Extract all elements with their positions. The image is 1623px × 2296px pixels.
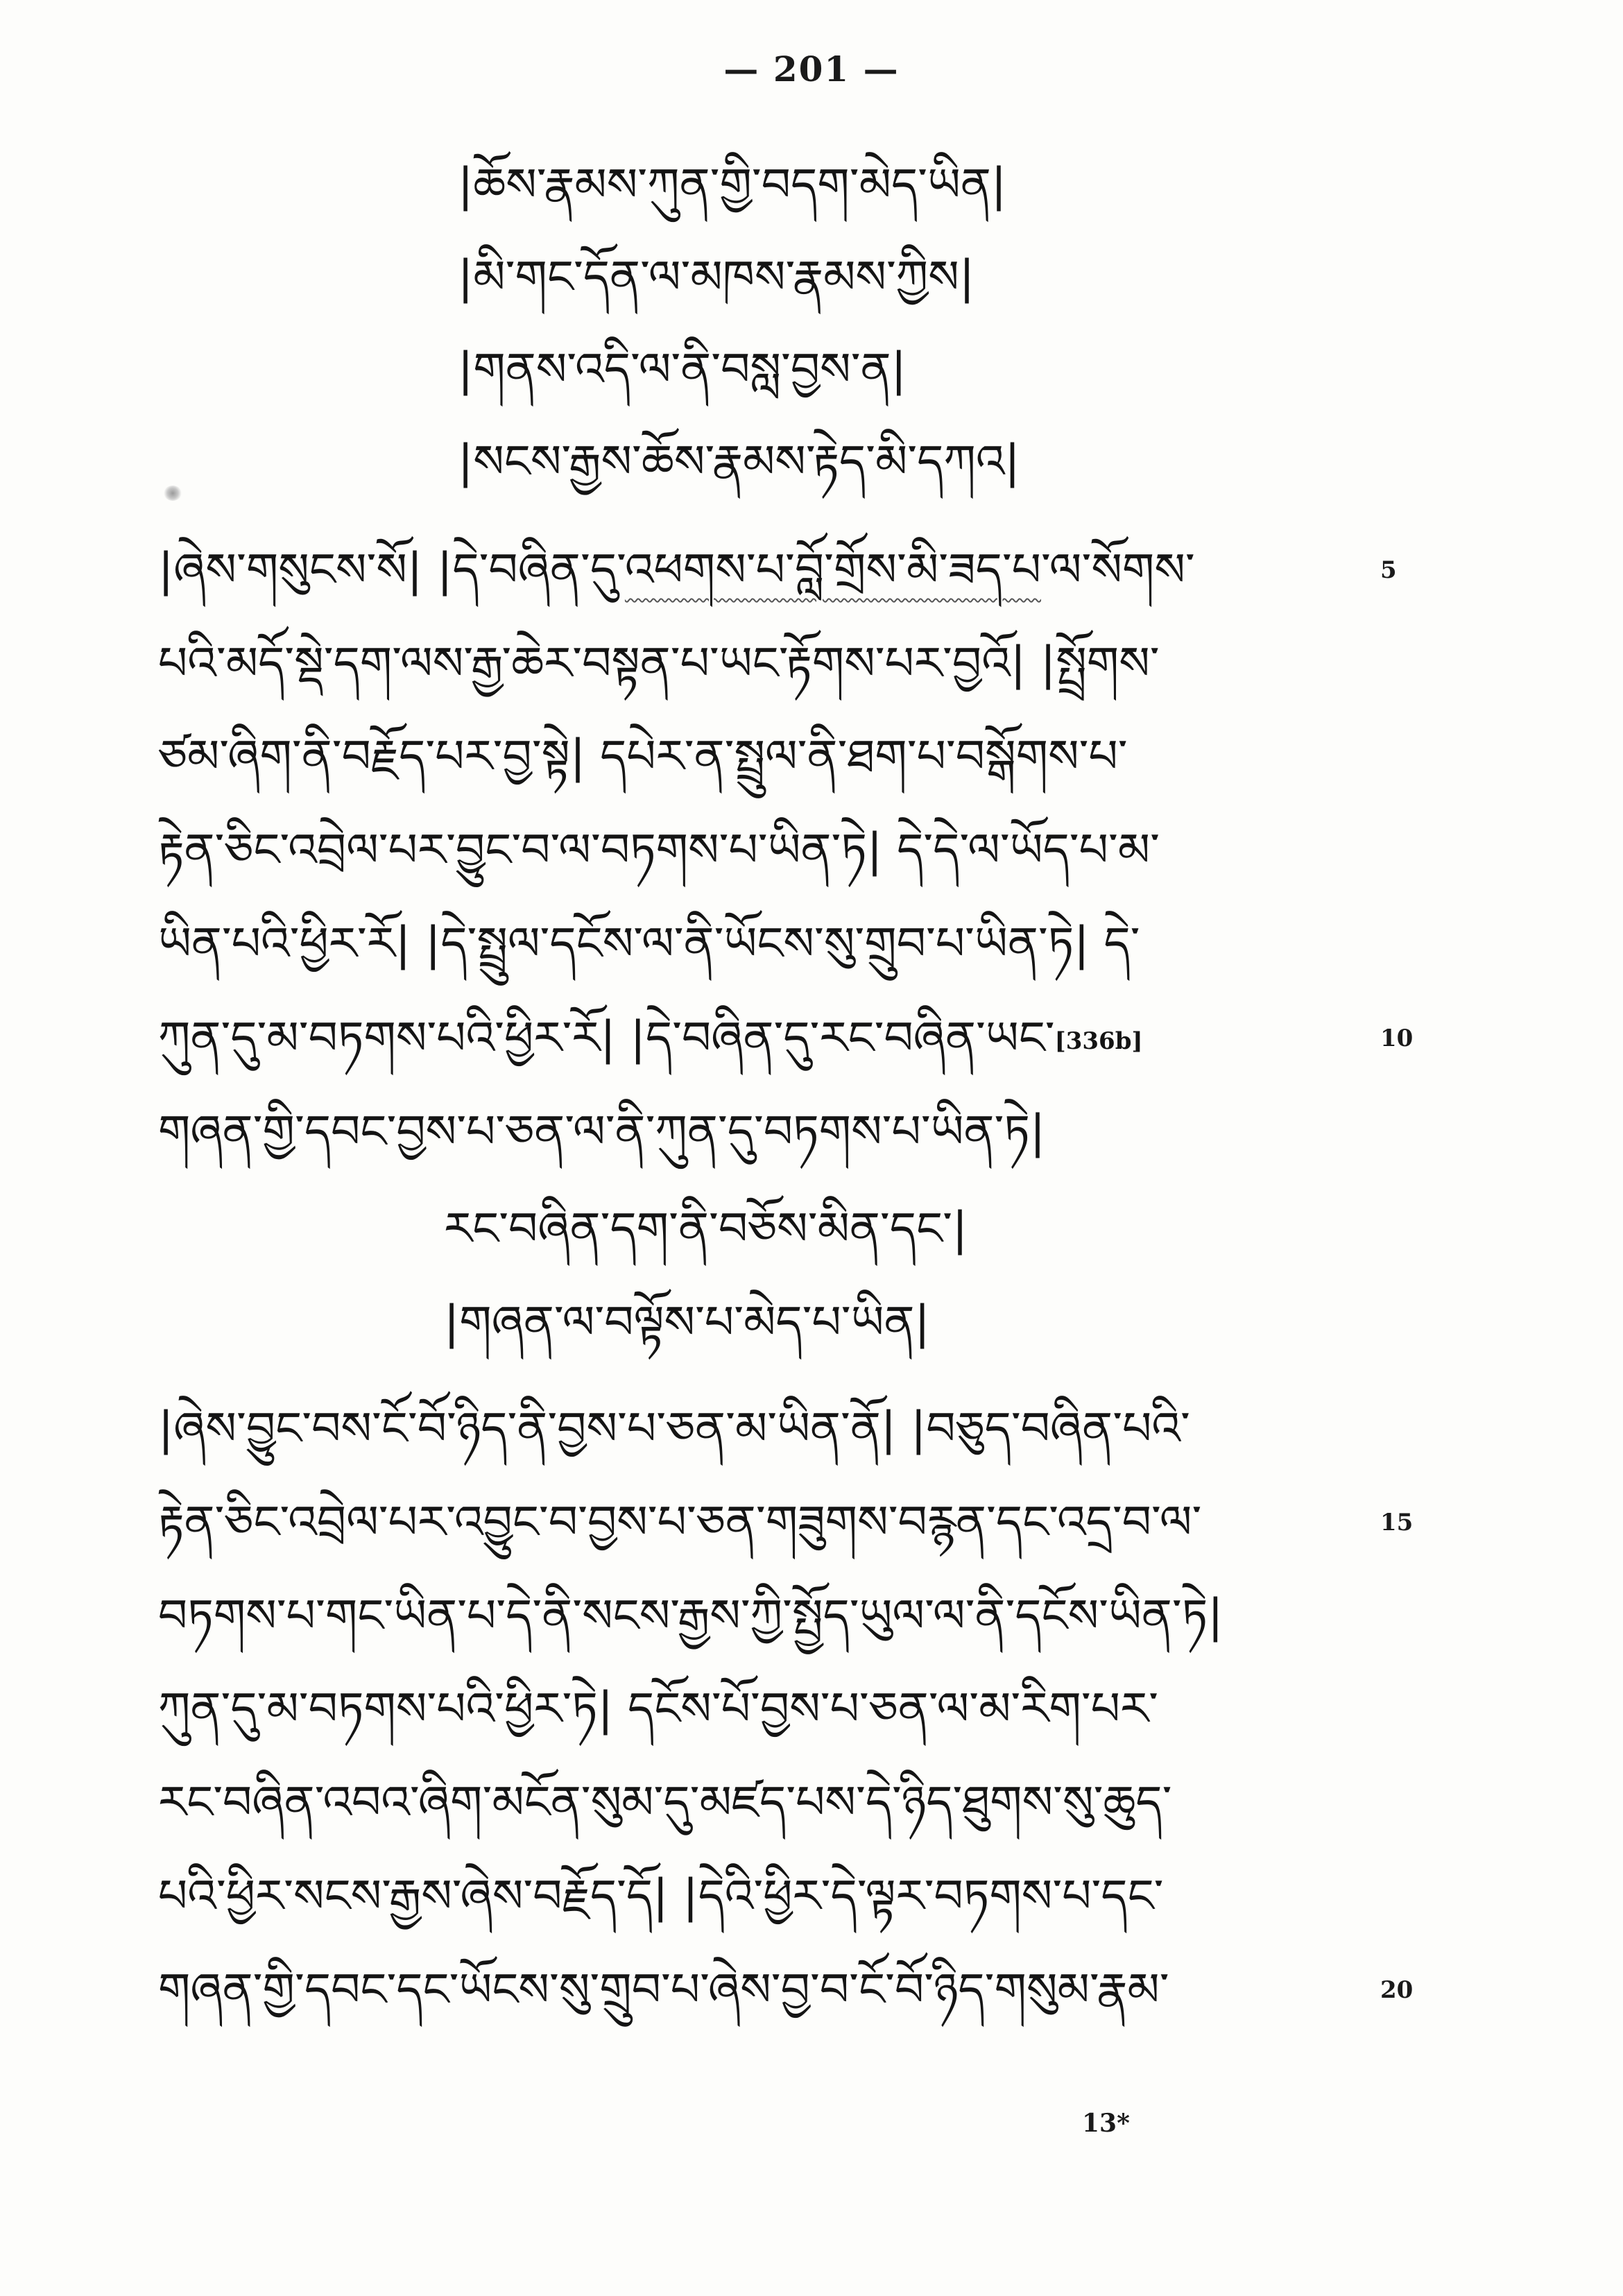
prose-line: རྟེན་ཅིང་འབྲེལ་པར་བྱུང་བ་ལ་བཏགས་པ་ཡིན་ཏེ| དེ་དེ་ལ་ཡོད་པ་མ་ xyxy=(158,823,1160,877)
prose-text: ་ལ་སོགས་ xyxy=(1041,543,1195,597)
line-number: 15 xyxy=(1380,1509,1414,1536)
verse-line: |གཞན་ལ་བལྟོས་པ་མེད་པ་ཡིན| xyxy=(444,1296,930,1349)
line-number: 5 xyxy=(1380,556,1397,584)
line-number: 10 xyxy=(1380,1025,1414,1052)
verse-line: རང་བཞིན་དག་ནི་བཅོས་མིན་དང་| xyxy=(444,1202,968,1256)
specimen-speck xyxy=(164,486,182,501)
prose-line: ཡིན་པའི་ཕྱིར་རོ| |དེ་སྤྲུལ་དངོས་ལ་ནི་ཡོངས་སུ་གྲུབ་པ་ཡིན་ཏེ| དེ་ xyxy=(158,917,1140,970)
prose-line: ཀུན་དུ་མ་བཏགས་པའི་ཕྱིར་ཏེ| དངོས་པོ་བྱས་པ་ཅན་ལ་མ་རིག་པར་ xyxy=(158,1682,1159,1736)
prose-line: རྟེན་ཅིང་འབྲེལ་པར་འབྱུང་བ་བྱས་པ་ཅན་གཟུགས་བརྙན་དང་འདྲ་བ་ལ་ xyxy=(158,1496,1202,1549)
page-footer: 13* xyxy=(1082,2109,1130,2138)
underlined-title: འཕགས་པ་བློ་གྲོས་མི་ཟད་པ xyxy=(624,543,1041,597)
prose-line: |ཞེས་བྱུང་བས་ངོ་བོ་ཉིད་ནི་བྱས་པ་ཅན་མ་ཡིན་ནོ| |བཅུད་བཞིན་པའི་ xyxy=(158,1402,1190,1455)
folio-reference: [336b] xyxy=(1054,1027,1143,1055)
prose-text: |ཞེས་གསུངས་སོ| |དེ་བཞིན་དུ་ xyxy=(158,543,625,597)
line-number: 20 xyxy=(1380,1976,1414,2004)
prose-text: ཀུན་དུ་མ་བཏགས་པའི་ཕྱིར་རོ| |དེ་བཞིན་དུ་རང་བཞིན་ཡང་ xyxy=(158,1011,1055,1065)
page-header: — 201 — xyxy=(723,49,900,89)
prose-line: པའི་ཕྱིར་སངས་རྒྱས་ཞེས་བརྗོད་དོ| |དེའི་ཕྱིར་དེ་ལྟར་བཏགས་པ་དང་ xyxy=(158,1869,1164,1923)
prose-line: གཞན་གྱི་དབང་བྱས་པ་ཅན་ལ་ནི་ཀུན་དུ་བཏགས་པ་ཡིན་ཏེ| xyxy=(158,1105,1046,1158)
prose-line: བཏགས་པ་གང་ཡིན་པ་དེ་ནི་སངས་རྒྱས་ཀྱི་སྤྱོད་ཡུལ་ལ་ནི་དངོས་ཡིན་ཏེ| xyxy=(158,1589,1223,1643)
prose-line: ཙམ་ཞིག་ནི་བརྗོད་པར་བྱ་སྟེ| དཔེར་ན་སྤྲུལ་ནི་ཐག་པ་བསྒོགས་པ་ xyxy=(158,730,1128,783)
verse-line: |ཆོས་རྣམས་ཀུན་གྱི་བདག་མེད་ཡིན| xyxy=(458,158,1007,212)
prose-line: རང་བཞིན་འབའ་ཞིག་མངོན་སུམ་དུ་མཛད་པས་དེ་ཉིད་ཐུགས་སུ་ཆུད་ xyxy=(158,1776,1172,1829)
verse-line: |གནས་འདི་ལ་ནི་བསླ་བྱས་ན| xyxy=(458,343,907,396)
prose-line: པའི་མདོ་སྡེ་དག་ལས་རྒྱ་ཆེར་བསྟན་པ་ཡང་རྟོགས་པར་བྱའོ| |སྤྲོགས་ xyxy=(158,637,1160,690)
verse-line: |མི་གང་དོན་ལ་མཁས་རྣམས་ཀྱིས| xyxy=(458,250,975,304)
prose-line xyxy=(158,1007,1420,1070)
verse-line: |སངས་རྒྱས་ཆོས་རྣམས་རྟེད་མི་དཀའ| xyxy=(458,435,1020,488)
prose-line xyxy=(158,539,1420,601)
prose-line: གཞན་གྱི་དབང་དང་ཡོངས་སུ་གྲུབ་པ་ཞེས་བྱ་བ་ངོ་བོ་ཉིད་གསུམ་རྣམ་ xyxy=(158,1963,1169,2016)
